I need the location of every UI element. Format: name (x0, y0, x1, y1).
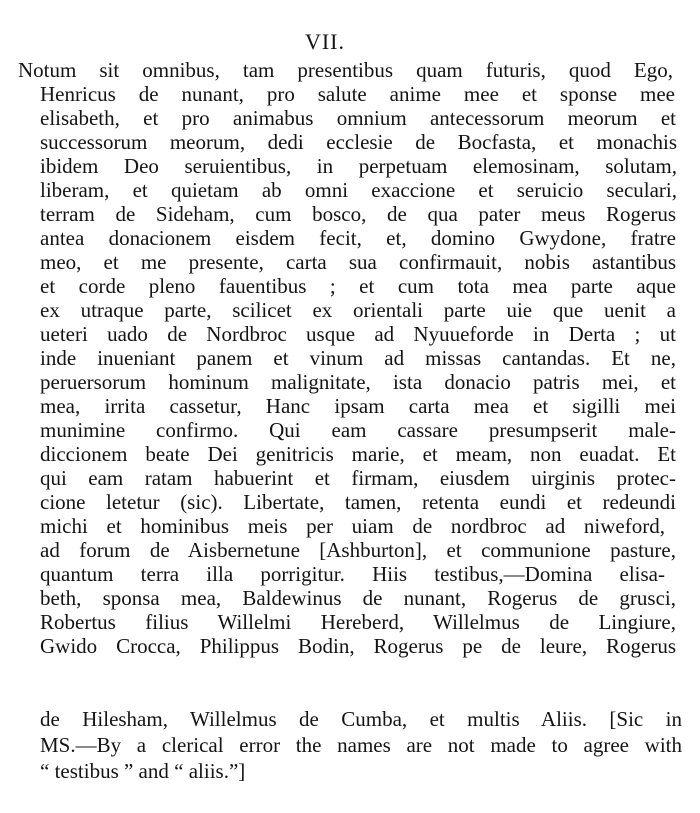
text-line: munimine confirmo. Qui eam cassare presumpserit male- (40, 418, 676, 442)
text-line: MS.—By a clerical error the names are not made to agree with (40, 733, 682, 757)
text-line: Gwido Crocca, Philippus Bodin, Rogerus pe de leure, Rogerus (40, 634, 676, 658)
text-line: ueteri uado de Nordbroc usque ad Nyuueforde in Derta ; ut (40, 322, 676, 346)
text-line: diccionem beate Dei genitricis marie, et meam, non euadat. Et (40, 442, 676, 466)
text-line: peruersorum hominum malignitate, ista donacio patris mei, et (40, 370, 676, 394)
text-line: michi et hominibus meis per uiam de nordbroc ad niweford, (40, 514, 665, 538)
text-line: liberam, et quietam ab omni exaccione et seruicio seculari, (40, 178, 677, 202)
charter-heading: VII. (304, 29, 346, 54)
text-line: quantum terra illa porrigitur. Hiis testibus,—Domina elisa- (40, 562, 665, 586)
text-line: antea donacionem eisdem fecit, et, domino Gwydone, fratre (40, 226, 676, 250)
text-line: Henricus de nunant, pro salute anime mee et sponse mee (40, 82, 675, 106)
text-line: qui eam ratam habuerint et firmam, eiusdem uirginis protec- (40, 466, 676, 490)
text-line: de Hilesham, Willelmus de Cumba, et multis Aliis. [Sic in (40, 707, 682, 731)
text-line: terram de Sideham, cum bosco, de qua pater meus Rogerus (40, 202, 676, 226)
text-line: successorum meorum, dedi ecclesie de Bocfasta, et monachis (40, 130, 677, 154)
text-line: ad forum de Aisbernetune [Ashburton], et communione pasture, (40, 538, 676, 562)
text-line: inde inueniant panem et vinum ad missas cantandas. Et ne, (40, 346, 676, 370)
text-line: elisabeth, et pro animabus omnium antecessorum meorum et (40, 106, 676, 130)
text-line: Notum sit omnibus, tam presentibus quam futuris, quod Ego, (18, 58, 673, 82)
text-line: ibidem Deo seruientibus, in perpetuam elemosinam, solutam, (40, 154, 677, 178)
text-line: cione letetur (sic). Libertate, tamen, retenta eundi et redeundi (40, 490, 676, 514)
text-line: beth, sponsa mea, Baldewinus de nunant, Rogerus de grusci, (40, 586, 676, 610)
text-line: ex utraque parte, scilicet ex orientali parte uie que uenit a (40, 298, 676, 322)
text-line: meo, et me presente, carta sua confirmauit, nobis astantibus (40, 250, 676, 274)
text-line: mea, irrita cassetur, Hanc ipsam carta mea et sigilli mei (40, 394, 676, 418)
text-line: “ testibus ” and “ aliis.”] (40, 759, 246, 783)
text-line: Robertus filius Willelmi Hereberd, Willelmus de Lingiure, (40, 610, 676, 634)
text-line: et corde pleno fauentibus ; et cum tota mea parte aque (40, 274, 676, 298)
